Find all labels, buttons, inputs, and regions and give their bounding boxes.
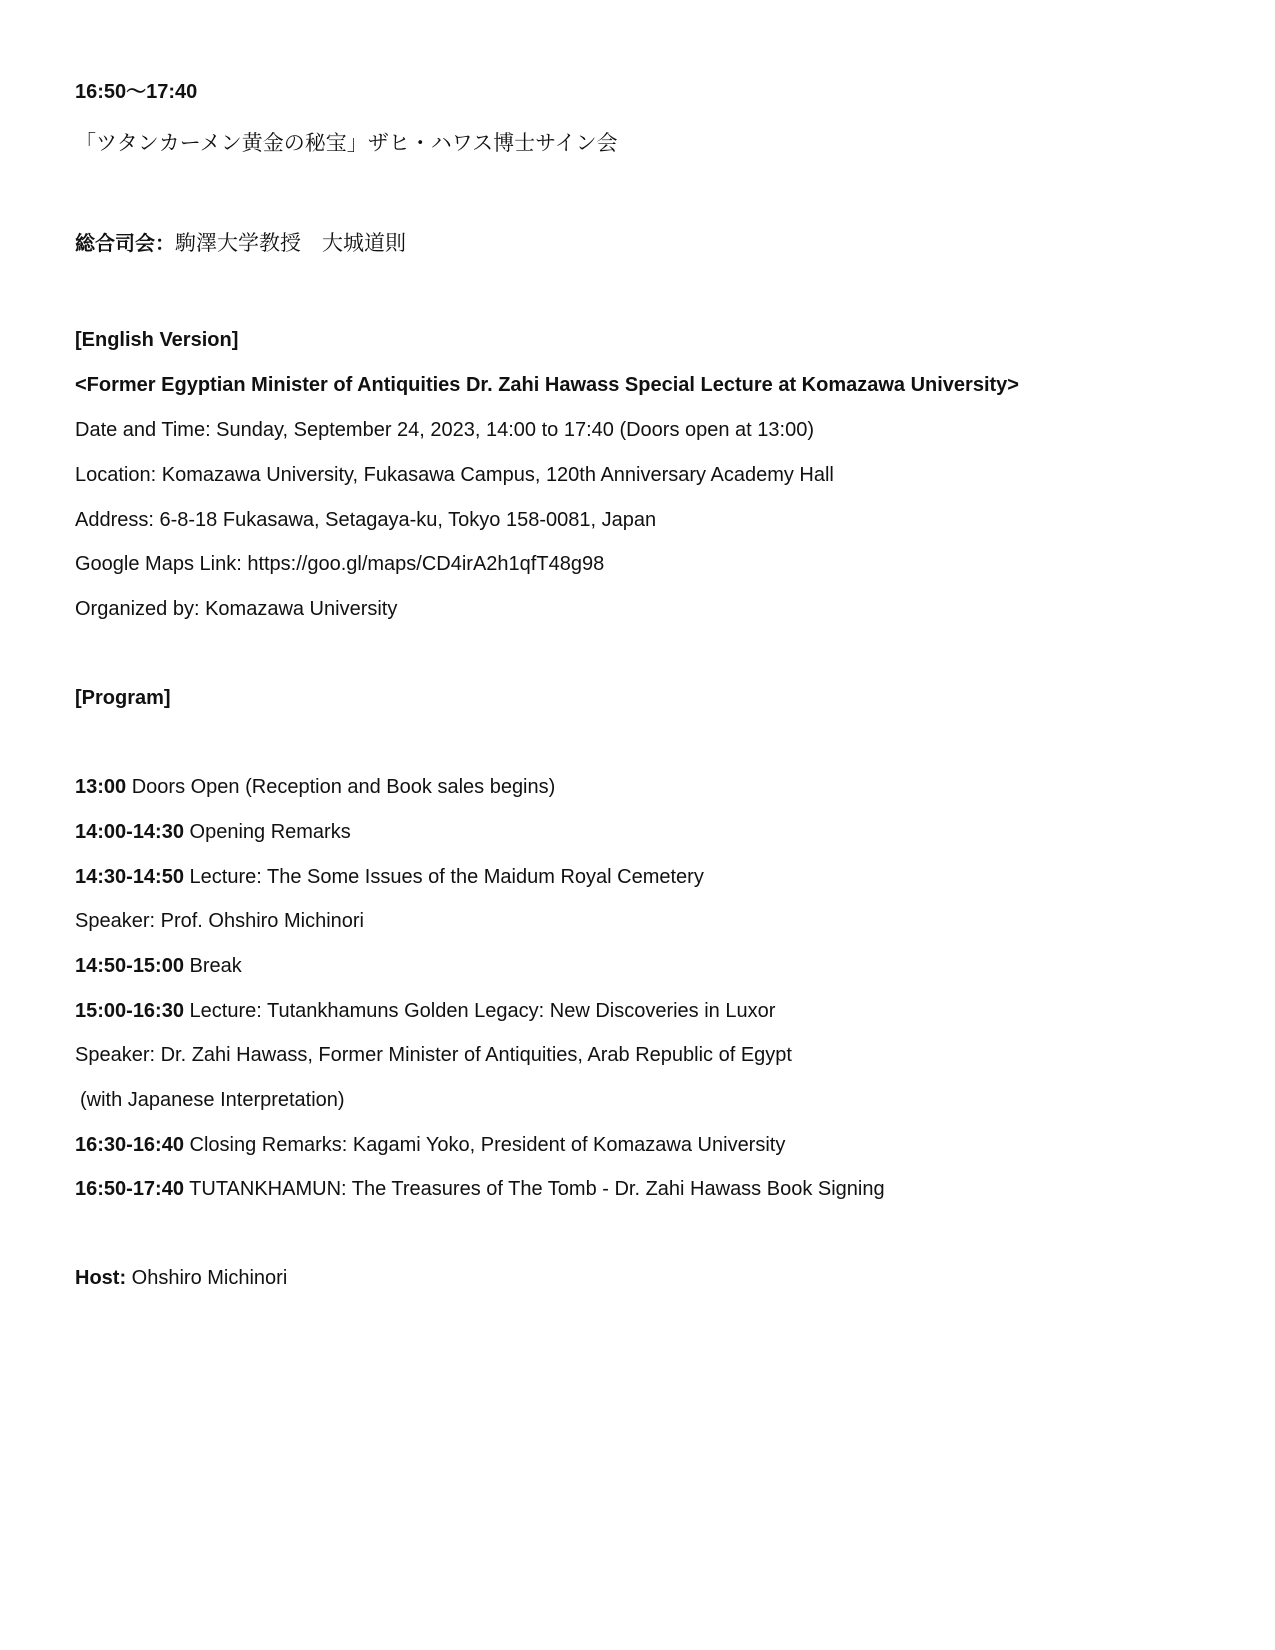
jp-time-heading: 16:50～17:40: [75, 81, 198, 103]
program-time: 16:30-16:40: [75, 1134, 184, 1156]
program-item: [75, 1177, 885, 1201]
program-item: [75, 775, 555, 799]
program-text: Speaker: Prof. Ohshiro Michinori: [75, 910, 365, 932]
jp-mc-label: 総合司会：: [75, 233, 175, 255]
english-title: <Former Egyptian Minister of Antiquities Dr. Zahi Hawass Special Lecture at Komazawa University>: [75, 374, 1019, 396]
detail-maps-link: Google Maps Link: https://goo.gl/maps/CD4irA2h1qfT48g98: [75, 553, 605, 575]
program-item: [75, 999, 775, 1023]
program-item: [75, 820, 351, 844]
program-text: Closing Remarks: Kagami Yoko, President of Komazawa University: [183, 1134, 786, 1156]
program-text: Lecture: Tutankhamuns Golden Legacy: New Discoveries in Luxor: [183, 1000, 776, 1022]
jp-mc-value: 駒澤大学教授 大城道則: [175, 231, 406, 255]
program-heading: [Program]: [75, 687, 171, 709]
program-speaker: [75, 909, 364, 933]
detail-date-time: Date and Time: Sunday, September 24, 2023, 14:00 to 17:40 (Doors open at 13:00): [75, 419, 815, 441]
host-label: Host:: [75, 1267, 127, 1289]
program-text: Speaker: Dr. Zahi Hawass, Former Minister of Antiquities, Arab Republic of Egypt: [75, 1044, 792, 1066]
host-line: [75, 1266, 287, 1290]
program-time: 16:50-17:40: [75, 1178, 184, 1200]
detail-organizer: Organized by: Komazawa University: [75, 598, 398, 620]
program-speaker: [75, 1043, 792, 1067]
program-time: 15:00-16:30: [75, 1000, 184, 1022]
jp-signing-title: 「ツタンカーメン黄金の秘宝」ザヒ・ハワス博士サイン会: [75, 131, 618, 155]
program-time: 14:00-14:30: [75, 821, 184, 843]
program-text: Break: [183, 955, 242, 977]
program-item: [75, 865, 704, 889]
program-time: 14:30-14:50: [75, 866, 184, 888]
english-version-heading: [English Version]: [75, 329, 239, 351]
program-item: [75, 1133, 785, 1157]
detail-location: Location: Komazawa University, Fukasawa Campus, 120th Anniversary Academy Hall: [75, 464, 834, 486]
program-time: 13:00: [75, 776, 127, 798]
detail-address: Address: 6-8-18 Fukasawa, Setagaya-ku, Tokyo 158-0081, Japan: [75, 509, 657, 531]
host-value: Ohshiro Michinori: [126, 1267, 288, 1289]
program-text: Lecture: The Some Issues of the Maidum Royal Cemetery: [183, 866, 704, 888]
program-text: (with Japanese Interpretation): [80, 1089, 345, 1111]
program-item: [75, 954, 242, 978]
program-text: Opening Remarks: [183, 821, 351, 843]
jp-mc-line: [75, 231, 406, 256]
program-text: Doors Open (Reception and Book sales begins): [126, 776, 556, 798]
program-interpretation-note: [80, 1088, 345, 1112]
program-time: 14:50-15:00: [75, 955, 184, 977]
program-text: TUTANKHAMUN: The Treasures of The Tomb - Dr. Zahi Hawass Book Signing: [183, 1178, 885, 1200]
